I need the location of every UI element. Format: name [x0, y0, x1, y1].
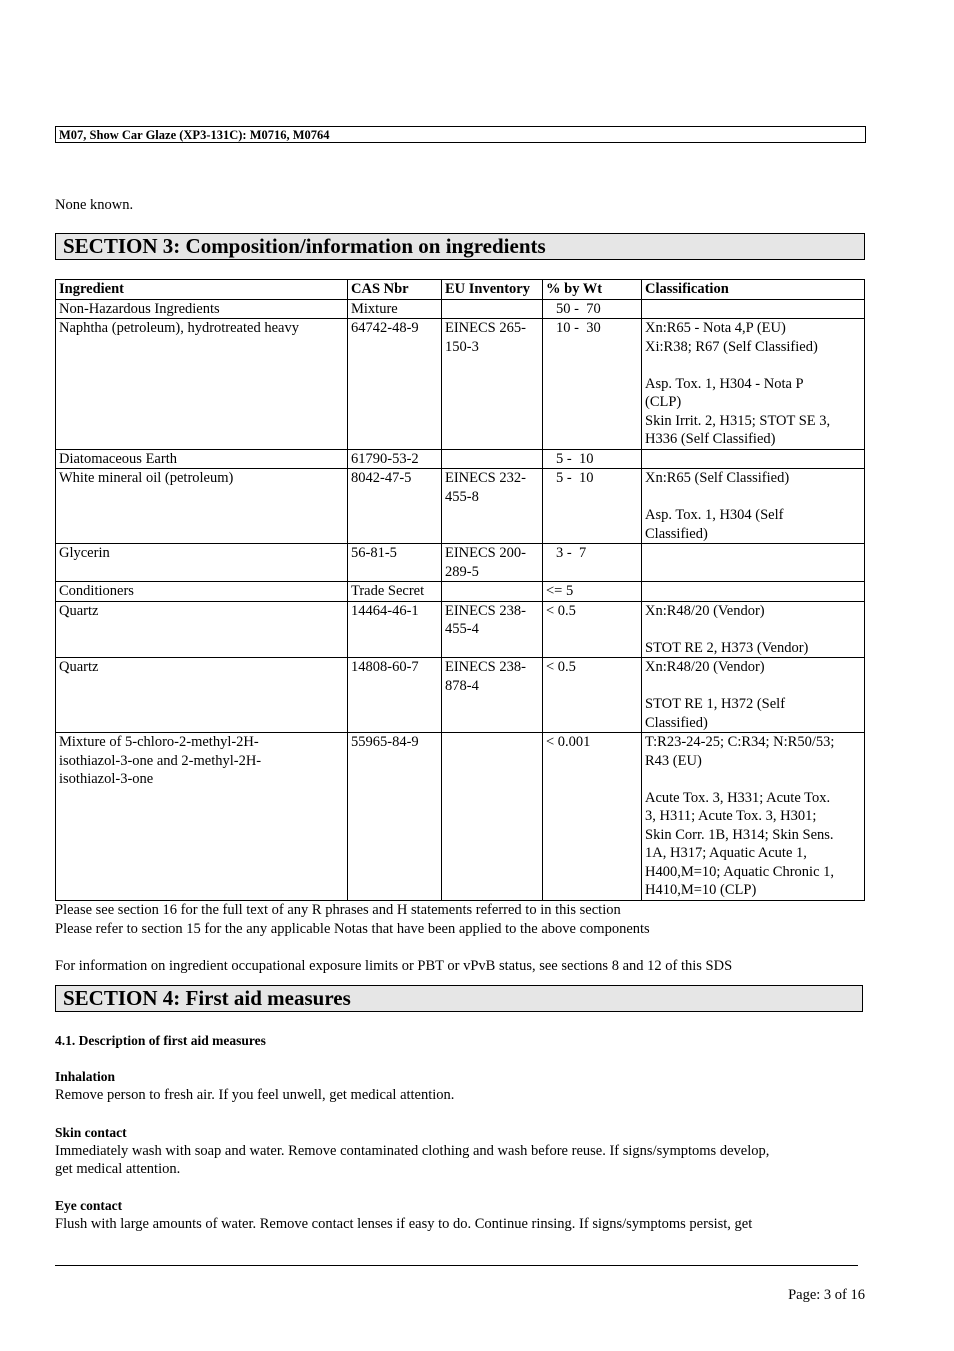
ingredient-cell-line: White mineral oil (petroleum) — [59, 470, 234, 486]
classification-cell-line: Acute Tox. 3, H331; Acute Tox. — [645, 789, 831, 806]
ingredient-cell-line: Conditioners — [59, 583, 134, 599]
classification-cell-line: 1A, H317; Aquatic Acute 1, — [645, 845, 807, 861]
ingredient-cell-line: Glycerin — [59, 545, 110, 561]
eu-inventory-cell-line: 455-4 — [445, 621, 479, 637]
ingredient-cell — [56, 449, 348, 469]
classification-cell-line — [645, 450, 862, 469]
ingredient-cell — [56, 544, 348, 582]
eye-contact-text: Flush with large amounts of water. Remove contact lenses if easy to do. Continue rinsing. If signs/symptoms persist, get — [55, 1216, 753, 1232]
column-header-cas: CAS Nbr — [348, 280, 442, 300]
section-3-title: SECTION 3: Composition/information on ingredients — [55, 233, 865, 260]
eu-inventory-cell-line: 455-8 — [445, 488, 479, 505]
classification-cell-line: 3, H311; Acute Tox. 3, H301; — [645, 808, 817, 824]
table-row — [56, 319, 865, 450]
ingredient-cell-line: Mixture of 5-chloro-2-methyl-2H- — [59, 734, 259, 750]
cas-cell-line: 61790-53-2 — [351, 450, 419, 467]
percent-by-weight-cell-line: 5 - 10 — [556, 450, 594, 467]
ingredient-cell-line: Non-Hazardous Ingredients — [59, 300, 220, 317]
eu-inventory-cell-line: EINECS 238- — [445, 602, 526, 619]
percent-by-weight-cell-line: 5 - 10 — [556, 470, 594, 486]
cas-cell — [348, 299, 442, 319]
eu-inventory-cell-line: 289-5 — [445, 563, 479, 580]
classification-cell-line: STOT RE 1, H372 (Self — [645, 696, 786, 712]
classification-cell-line: Classified) — [645, 714, 708, 731]
classification-cell-line — [645, 620, 862, 639]
table-row — [56, 601, 865, 658]
classification-cell-line: H410,M=10 (CLP) — [645, 882, 757, 898]
cas-cell — [348, 469, 442, 544]
table-row — [56, 658, 865, 733]
ingredient-cell-line: Quartz — [59, 659, 99, 675]
skin-contact-heading: Skin contact — [55, 1125, 127, 1140]
percent-by-weight-cell-line: < 0.5 — [546, 659, 576, 675]
table-row — [56, 544, 865, 582]
ingredient-cell — [56, 469, 348, 544]
table-row — [56, 299, 865, 319]
percent-by-weight-cell — [543, 319, 642, 450]
percent-by-weight-cell — [543, 601, 642, 658]
eu-inventory-cell-line: EINECS 265- — [445, 320, 526, 336]
cas-cell — [348, 733, 442, 901]
ingredient-cell-line: isothiazol-3-one and 2-methyl-2H- — [59, 752, 262, 769]
classification-cell-line: Asp. Tox. 1, H304 - Nota P — [645, 375, 804, 392]
table-row — [56, 582, 865, 602]
column-header-classification: Classification — [642, 280, 865, 300]
classification-cell-line: Xn:R65 - Nota 4,P (EU) — [645, 320, 786, 336]
classification-cell-line: Xn:R65 (Self Classified) — [645, 470, 790, 486]
classification-cell — [642, 582, 865, 602]
column-header-eu-inventory: EU Inventory — [442, 280, 543, 300]
column-header-percent-by-weight: % by Wt — [543, 280, 642, 300]
classification-cell — [642, 733, 865, 901]
eu-inventory-cell — [442, 601, 543, 658]
ingredient-cell-line: isothiazol-3-one — [59, 771, 154, 787]
inhalation-text: Remove person to fresh air. If you feel unwell, get medical attention. — [55, 1087, 455, 1103]
cas-cell — [348, 449, 442, 469]
document-header: M07, Show Car Glaze (XP3-131C): M0716, M0764 — [55, 126, 866, 143]
eu-inventory-cell-line — [445, 733, 540, 752]
eu-inventory-cell — [442, 544, 543, 582]
ingredients-table — [55, 279, 865, 901]
cas-cell-line: Mixture — [351, 300, 398, 317]
note-notas: Please refer to section 15 for the any applicable Notas that have been applied to the above components — [55, 920, 650, 937]
cas-cell — [348, 658, 442, 733]
classification-cell-line: H336 (Self Classified) — [645, 431, 776, 447]
classification-cell — [642, 469, 865, 544]
cas-cell-line: 8042-47-5 — [351, 470, 412, 486]
note-exposure-limits: For information on ingredient occupational exposure limits or PBT or vPvB status, see sections 8 and 12 of this SDS — [55, 957, 733, 974]
percent-by-weight-cell — [543, 733, 642, 901]
eu-inventory-cell — [442, 449, 543, 469]
ingredient-cell — [56, 658, 348, 733]
cas-cell-line: 56-81-5 — [351, 545, 397, 561]
percent-by-weight-cell-line: 10 - 30 — [556, 320, 601, 336]
eu-inventory-cell-line: EINECS 232- — [445, 470, 526, 486]
eu-inventory-cell-line: EINECS 238- — [445, 659, 526, 675]
eu-inventory-cell — [442, 733, 543, 901]
classification-cell-line — [645, 356, 862, 375]
classification-cell-line: Skin Irrit. 2, H315; STOT SE 3, — [645, 412, 831, 429]
classification-cell-line: Xn:R48/20 (Vendor) — [645, 602, 765, 619]
eu-inventory-cell — [442, 469, 543, 544]
classification-cell-line: H400,M=10; Aquatic Chronic 1, — [645, 863, 835, 880]
ingredient-cell — [56, 319, 348, 450]
ingredient-cell — [56, 601, 348, 658]
classification-cell-line: STOT RE 2, H373 (Vendor) — [645, 639, 809, 656]
classification-cell — [642, 544, 865, 582]
eu-inventory-cell — [442, 319, 543, 450]
eu-inventory-cell-line: 878-4 — [445, 677, 479, 694]
classification-cell-line: Skin Corr. 1B, H314; Skin Sens. — [645, 826, 834, 843]
skin-contact-text-line-1: Immediately wash with soap and water. Remove contaminated clothing and wash before reuse. If signs/symptoms develop, — [55, 1143, 770, 1159]
percent-by-weight-cell — [543, 582, 642, 602]
percent-by-weight-cell-line: < 0.5 — [546, 602, 576, 619]
classification-cell-line — [645, 677, 862, 696]
classification-cell-line: Xn:R48/20 (Vendor) — [645, 659, 765, 675]
intro-text: None known. — [55, 197, 134, 213]
table-row — [56, 449, 865, 469]
cas-cell — [348, 544, 442, 582]
cas-cell-line: 64742-48-9 — [351, 320, 419, 336]
inhalation-heading: Inhalation — [55, 1069, 116, 1084]
classification-cell — [642, 658, 865, 733]
classification-cell-line: (CLP) — [645, 394, 682, 410]
eu-inventory-cell — [442, 658, 543, 733]
table-row — [56, 469, 865, 544]
eu-inventory-cell-line: 150-3 — [445, 338, 479, 355]
ingredient-cell-line: Quartz — [59, 602, 99, 619]
eu-inventory-cell — [442, 582, 543, 602]
classification-cell — [642, 299, 865, 319]
classification-cell-line — [645, 582, 862, 601]
percent-by-weight-cell — [543, 544, 642, 582]
column-header-ingredient: Ingredient — [56, 280, 348, 300]
ingredient-cell — [56, 299, 348, 319]
eu-inventory-cell-line — [445, 582, 540, 601]
eu-inventory-cell — [442, 299, 543, 319]
eu-inventory-cell-line: EINECS 200- — [445, 545, 526, 561]
percent-by-weight-cell-line: 50 - 70 — [556, 300, 601, 317]
classification-cell-line: R43 (EU) — [645, 752, 702, 769]
table-row — [56, 733, 865, 901]
classification-cell — [642, 601, 865, 658]
classification-cell-line — [645, 488, 862, 507]
ingredient-cell-line: Naphtha (petroleum), hydrotreated heavy — [59, 320, 299, 336]
section-3-notes — [55, 901, 732, 975]
eu-inventory-cell-line — [445, 450, 540, 469]
percent-by-weight-cell-line: 3 - 7 — [556, 545, 587, 561]
cas-cell-line: 14808-60-7 — [351, 659, 419, 675]
note-r-phrases: Please see section 16 for the full text of any R phrases and H statements referred to in this section — [55, 902, 621, 918]
skin-contact-text-line-2: get medical attention. — [55, 1161, 181, 1177]
section-4-title: SECTION 4: First aid measures — [55, 985, 863, 1012]
classification-cell-line: T:R23-24-25; C:R34; N:R50/53; — [645, 734, 835, 750]
percent-by-weight-cell-line: < 0.001 — [546, 734, 591, 750]
ingredient-cell — [56, 582, 348, 602]
classification-cell-line: Asp. Tox. 1, H304 (Self — [645, 507, 784, 523]
cas-cell-line: Trade Secret — [351, 583, 425, 599]
percent-by-weight-cell — [543, 469, 642, 544]
classification-cell-line: Xi:R38; R67 (Self Classified) — [645, 338, 818, 355]
percent-by-weight-cell — [543, 658, 642, 733]
cas-cell-line: 14464-46-1 — [351, 602, 419, 619]
classification-cell-line — [645, 300, 862, 319]
table-header-row — [56, 280, 865, 300]
percent-by-weight-cell — [543, 299, 642, 319]
cas-cell-line: 55965-84-9 — [351, 734, 419, 750]
cas-cell — [348, 319, 442, 450]
ingredient-cell-line: Diatomaceous Earth — [59, 450, 177, 467]
classification-cell-line: Classified) — [645, 525, 708, 542]
cas-cell — [348, 582, 442, 602]
ingredient-cell — [56, 733, 348, 901]
section-4-1-subtitle: 4.1. Description of first aid measures — [55, 1033, 266, 1048]
percent-by-weight-cell-line: <= 5 — [546, 583, 574, 599]
eye-contact-heading: Eye contact — [55, 1198, 123, 1213]
cas-cell — [348, 601, 442, 658]
classification-cell-line — [645, 770, 862, 789]
percent-by-weight-cell — [543, 449, 642, 469]
classification-cell — [642, 319, 865, 450]
classification-cell — [642, 449, 865, 469]
eu-inventory-cell-line — [445, 300, 540, 319]
page-number: Page: 3 of 16 — [788, 1287, 865, 1303]
footer-divider — [55, 1265, 858, 1266]
classification-cell-line — [645, 544, 862, 563]
